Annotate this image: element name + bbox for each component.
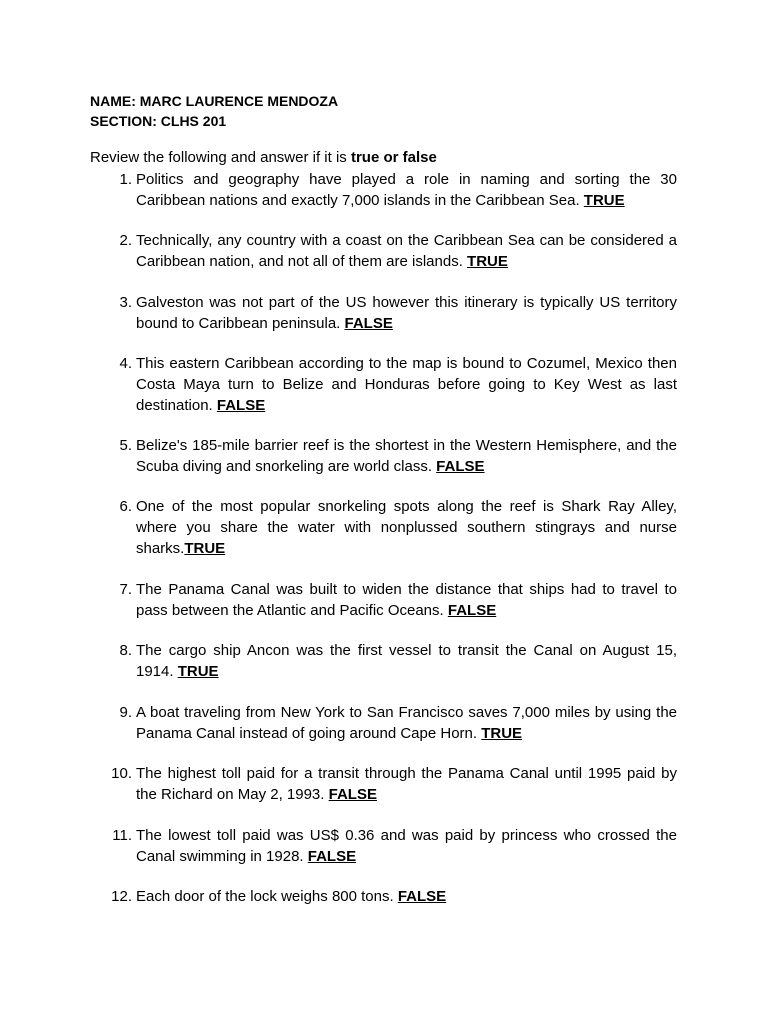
answer-label: FALSE [328,786,377,803]
question-number: 2. [119,232,132,249]
question-statement: Galveston was not part of the US however this itinerary is typically US territory bound to Caribbean peninsula. [136,294,677,332]
question-number: 1. [119,171,132,188]
question-text [136,230,677,272]
answer-label: TRUE [583,192,625,209]
question-text [136,825,677,867]
question-statement: This eastern Caribbean according to the map is bound to Cozumel, Mexico then Costa Maya turn to Belize and Honduras before going to Key West as last destination. [136,355,677,414]
question-number: 5. [119,437,132,454]
instruction-text: Review the following and answer if it is [90,149,351,166]
question-statement: A boat traveling from New York to San Francisco saves 7,000 miles by using the Panama Canal instead of going around Cape Horn. [136,704,677,742]
question-statement: The cargo ship Ancon was the first vessel to transit the Canal on August 15, 1914. [136,642,677,680]
question-statement: Technically, any country with a coast on the Caribbean Sea can be considered a Caribbean nation, and not all of them are islands. [136,232,677,270]
answer-label: FALSE [436,458,485,475]
question-number: 8. [119,642,132,659]
question-number: 9. [119,704,132,721]
question-text [136,763,677,805]
question-statement: Politics and geography have played a role in naming and sorting the 30 Caribbean nations and exactly 7,000 islands in the Caribbean Sea. [136,171,677,209]
question-statement: The Panama Canal was built to widen the distance that ships had to travel to pass between the Atlantic and Pacific Oceans. [136,581,677,619]
answer-label: TRUE [184,540,226,557]
student-name: NAME: MARC LAURENCE MENDOZA [90,93,339,109]
question-statement: Each door of the lock weighs 800 tons. [136,888,398,905]
question-text [136,886,677,907]
question-text [136,640,677,682]
answer-label: FALSE [397,888,447,905]
question-number: 4. [119,355,132,372]
question-text [136,353,677,416]
question-text [136,496,677,559]
question-text [136,435,677,477]
question-statement: The highest toll paid for a transit through the Panama Canal until 1995 paid by the Richard on May 2, 1993. [136,765,677,803]
question-number: 11. [112,827,132,844]
question-text [136,292,677,334]
question-number: 6. [119,498,132,515]
question-text [136,579,677,621]
answer-label: TRUE [467,253,508,270]
answer-label: FALSE [307,848,357,865]
student-section: SECTION: CLHS 201 [90,113,227,129]
question-statement: One of the most popular snorkeling spots along the reef is Shark Ray Alley, where you share the water with nonplussed southern stingrays and nurse sharks. [136,498,677,557]
answer-label: FALSE [216,397,266,414]
answer-label: FALSE [344,315,393,332]
question-number: 12. [111,888,132,905]
question-text [136,169,677,211]
question-text [136,702,677,744]
answer-label: TRUE [481,725,523,742]
question-number: 7. [119,581,132,598]
question-number: 10. [111,765,132,782]
question-number: 3. [119,294,132,311]
instructions [90,148,437,168]
answer-label: TRUE [177,663,219,680]
instruction-emphasis: true or false [350,149,437,166]
question-statement: The lowest toll paid was US$ 0.36 and was paid by princess who crossed the Canal swimming in 1928. [136,827,677,865]
question-statement: Belize's 185-mile barrier reef is the shortest in the Western Hemisphere, and the Scuba diving and snorkeling are world class. [136,437,677,475]
answer-label: FALSE [447,602,497,619]
